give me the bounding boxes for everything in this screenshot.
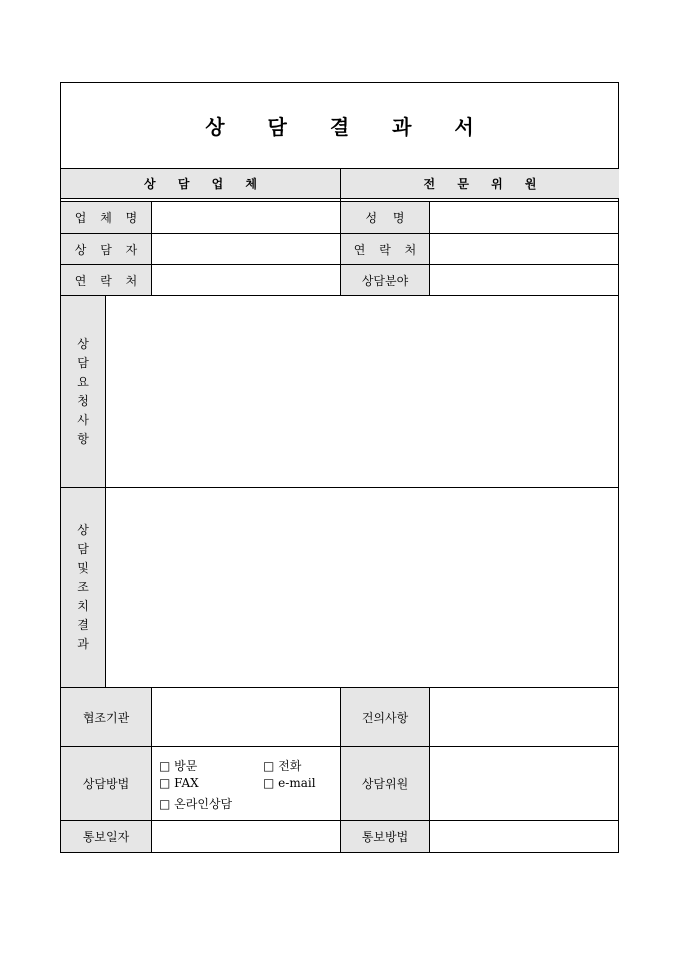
- grid-line: [429, 687, 430, 852]
- option-label: 전화: [278, 759, 302, 773]
- cooperation-field[interactable]: [152, 688, 340, 746]
- company-name-label: 업 체 명: [74, 211, 143, 225]
- expert-contact-field[interactable]: [430, 234, 618, 264]
- notice-method-label-cell: [341, 821, 429, 852]
- method-label: 상담방법: [82, 777, 130, 791]
- request-label-char: 청: [77, 393, 89, 408]
- notice-date-label: 통보일자: [82, 830, 130, 844]
- checkbox-icon: □: [263, 776, 275, 790]
- option-label: 온라인상담: [174, 797, 233, 811]
- section-header-company: [61, 169, 340, 198]
- request-content-area[interactable]: [106, 296, 618, 487]
- section-header-expert: [341, 169, 619, 198]
- checkbox-icon: □: [263, 759, 275, 773]
- member-label-cell: [341, 747, 429, 820]
- consultant-label-cell: [61, 234, 151, 264]
- member-field[interactable]: [430, 747, 618, 820]
- grid-line: [151, 201, 152, 296]
- request-label-char: 항: [77, 431, 89, 446]
- section-expert-label: 전 문 위 원: [423, 177, 546, 191]
- method-options-cell: [152, 747, 340, 820]
- cooperation-label-cell: [61, 688, 151, 746]
- expert-name-label-cell: [341, 202, 429, 233]
- checkbox-icon: □: [159, 759, 171, 773]
- grid-line: [340, 687, 341, 852]
- consultation-result-form: [60, 82, 619, 853]
- result-content-area[interactable]: [106, 488, 618, 687]
- request-label-char: 상: [77, 336, 89, 351]
- option-label: 방문: [174, 759, 198, 773]
- grid-line: [105, 295, 106, 688]
- suggestion-label: 건의사항: [361, 710, 409, 725]
- cooperation-label: 협조기관: [82, 710, 130, 725]
- company-contact-label-cell: [61, 265, 151, 295]
- method-option-email[interactable]: [263, 776, 316, 790]
- result-label-cell: [61, 488, 105, 687]
- consult-field-label-cell: [341, 265, 429, 295]
- checkbox-icon: □: [159, 776, 171, 790]
- request-label-char: 요: [77, 374, 89, 389]
- company-contact-label: 연 락 처: [74, 273, 143, 288]
- consultant-field[interactable]: [152, 234, 340, 264]
- member-label: 상담위원: [361, 777, 409, 791]
- expert-name-field[interactable]: [430, 202, 618, 233]
- grid-line: [61, 487, 618, 488]
- method-option-online[interactable]: [159, 795, 232, 812]
- consultant-label: 상 담 자: [74, 242, 143, 257]
- method-option-fax[interactable]: [159, 776, 199, 790]
- option-label: e-mail: [278, 776, 316, 790]
- result-label-char: 상: [77, 523, 89, 537]
- section-company-label: 상 담 업 체: [144, 177, 266, 191]
- notice-date-label-cell: [61, 821, 151, 852]
- grid-line: [151, 687, 152, 852]
- document-title: 상 담 결 과 서: [205, 115, 492, 139]
- method-option-visit[interactable]: [159, 757, 197, 774]
- company-contact-field[interactable]: [152, 265, 340, 295]
- method-option-phone[interactable]: [263, 757, 301, 774]
- title-area: [61, 83, 618, 168]
- result-label-char: 치: [77, 599, 89, 613]
- company-name-label-cell: [61, 202, 151, 233]
- notice-method-field[interactable]: [430, 821, 618, 852]
- expert-name-label: 성 명: [365, 211, 405, 225]
- notice-method-label: 통보방법: [361, 830, 409, 844]
- request-label-cell: [61, 296, 105, 487]
- request-label-char: 사: [77, 412, 89, 427]
- company-name-field[interactable]: [152, 202, 340, 233]
- notice-date-field[interactable]: [152, 821, 340, 852]
- expert-contact-label-cell: [341, 234, 429, 264]
- consult-field-field[interactable]: [430, 265, 618, 295]
- request-label-char: 담: [77, 355, 89, 370]
- expert-contact-label: 연 락 처: [353, 242, 422, 257]
- checkbox-icon: □: [159, 797, 171, 811]
- suggestion-label-cell: [341, 688, 429, 746]
- grid-line: [429, 201, 430, 296]
- grid-line: [340, 168, 341, 296]
- result-label-char: 조: [77, 580, 89, 594]
- result-label-char: 담: [77, 542, 89, 556]
- result-label-char: 과: [77, 637, 89, 651]
- result-label-char: 결: [77, 618, 89, 632]
- result-label-char: 및: [77, 561, 89, 575]
- suggestion-field[interactable]: [430, 688, 618, 746]
- method-label-cell: [61, 747, 151, 820]
- consult-field-label: 상담분야: [361, 273, 409, 288]
- option-label: FAX: [174, 776, 199, 790]
